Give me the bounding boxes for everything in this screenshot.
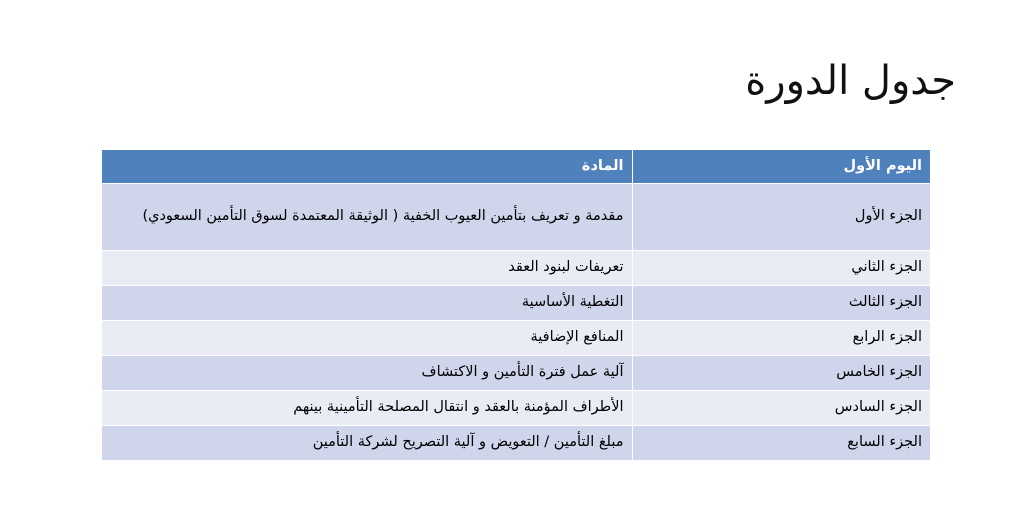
schedule-table — [102, 150, 930, 461]
subject-label: آلية عمل فترة التأمين و الاكتشاف — [421, 364, 624, 380]
table-row — [102, 183, 930, 250]
table-row — [102, 390, 930, 425]
table-row — [102, 355, 930, 390]
part-cell — [632, 390, 930, 425]
part-label: الجزء الخامس — [836, 364, 922, 380]
part-label: الجزء الرابع — [852, 329, 922, 345]
table-row — [102, 285, 930, 320]
part-cell — [632, 250, 930, 285]
part-cell — [632, 355, 930, 390]
subject-label: مبلغ التأمين / التعويض و آلية التصريح لشركة التأمين — [312, 434, 624, 450]
subject-cell — [102, 425, 632, 460]
subject-label: الأطراف المؤمنة بالعقد و انتقال المصلحة التأمينية بينهم — [293, 399, 624, 415]
subject-cell — [102, 285, 632, 320]
part-label: الجزء الثالث — [848, 294, 922, 310]
slide-title: جدول الدورة — [745, 58, 956, 104]
table-row — [102, 250, 930, 285]
table-row — [102, 425, 930, 460]
table-row — [102, 320, 930, 355]
subject-cell — [102, 390, 632, 425]
subject-label: المنافع الإضافية — [530, 329, 624, 345]
header-subject: المادة — [102, 150, 632, 183]
subject-cell — [102, 320, 632, 355]
subject-label: التغطية الأساسية — [521, 294, 624, 310]
table-header-row — [102, 150, 930, 183]
subject-label: تعريفات لبنود العقد — [508, 259, 624, 275]
subject-cell — [102, 183, 632, 250]
subject-cell — [102, 355, 632, 390]
subject-label: مقدمة و تعريف بتأمين العيوب الخفية ( الوثيقة المعتمدة لسوق التأمين السعودي) — [142, 208, 624, 224]
subject-cell — [102, 250, 632, 285]
part-label: الجزء السابع — [847, 434, 922, 450]
part-label: الجزء الثاني — [851, 259, 922, 275]
part-cell — [632, 183, 930, 250]
part-cell — [632, 285, 930, 320]
part-label: الجزء السادس — [834, 399, 922, 415]
part-cell — [632, 320, 930, 355]
part-cell — [632, 425, 930, 460]
header-day: اليوم الأول — [632, 150, 930, 183]
part-label: الجزء الأول — [854, 208, 922, 224]
